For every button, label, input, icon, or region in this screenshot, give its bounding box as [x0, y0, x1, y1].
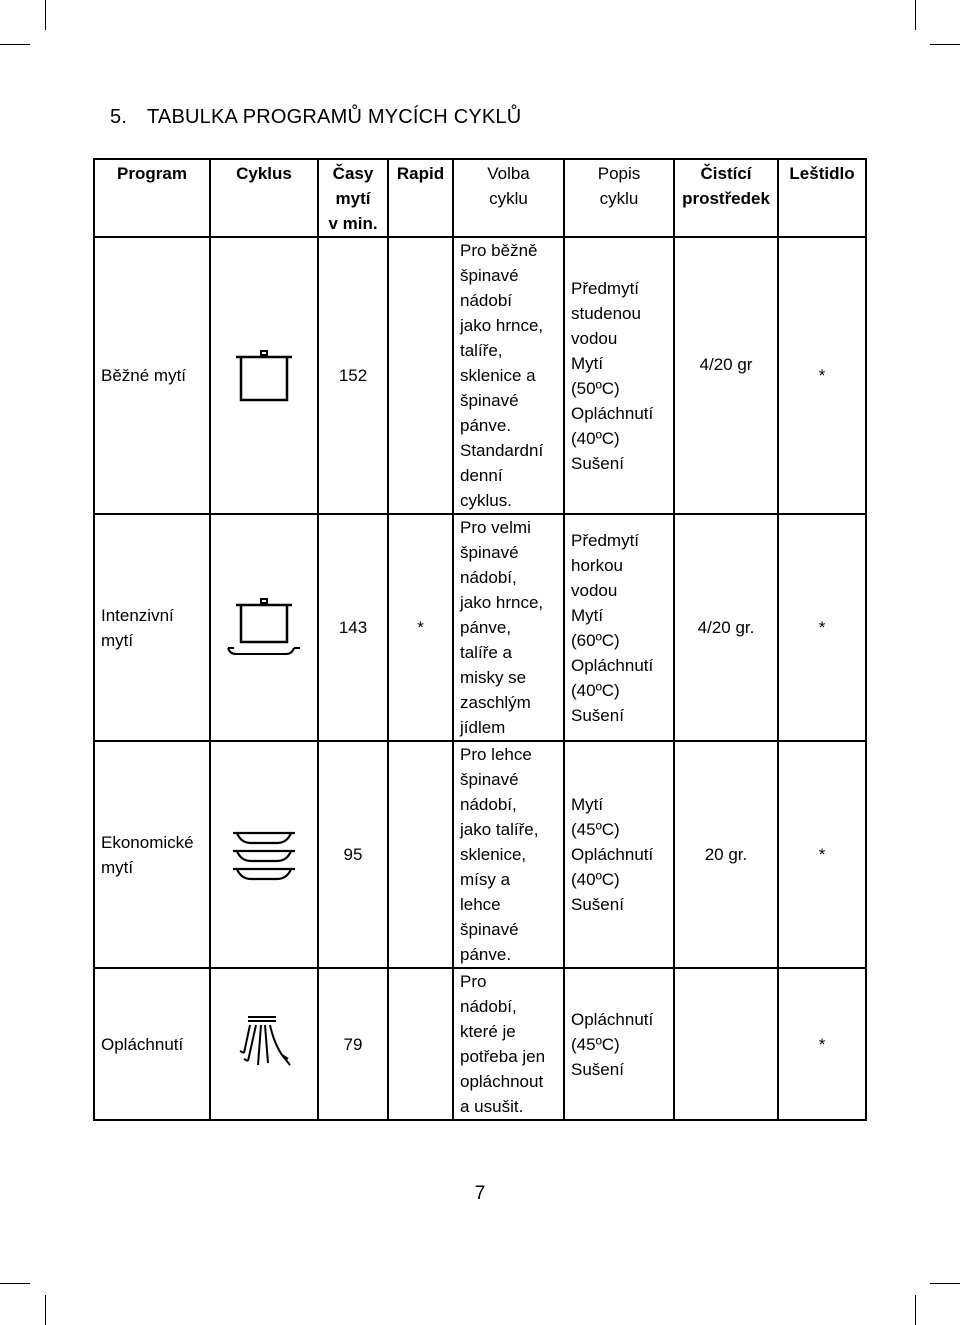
section-number: 5.	[110, 106, 128, 128]
header-rapid: Rapid	[388, 159, 453, 237]
rinse-aid-mark: *	[778, 514, 866, 741]
crop-mark	[915, 1295, 916, 1325]
header-casy: Časy mytí v min.	[318, 159, 388, 237]
cycle-icon-cell	[210, 741, 318, 968]
table-row	[94, 237, 866, 514]
crop-mark	[930, 1283, 960, 1284]
table-header-row	[94, 159, 866, 237]
table-row	[94, 514, 866, 741]
cycle-time: 152	[318, 237, 388, 514]
cycle-time: 79	[318, 968, 388, 1120]
crop-mark	[915, 0, 916, 30]
crop-mark	[930, 44, 960, 45]
rapid-mark	[388, 741, 453, 968]
header-lestidlo: Leštidlo	[778, 159, 866, 237]
rapid-mark	[388, 237, 453, 514]
cycle-icon-cell	[210, 968, 318, 1120]
rinse-aid-mark: *	[778, 968, 866, 1120]
crop-mark	[45, 1295, 46, 1325]
program-name: Opláchnutí	[94, 968, 210, 1120]
rapid-mark	[388, 968, 453, 1120]
pot-with-pan-icon	[226, 596, 302, 660]
water-spray-icon	[234, 1013, 294, 1075]
page-number: 7	[474, 1183, 486, 1204]
header-cistici: Čistící prostředek	[674, 159, 778, 237]
cycle-description: Opláchnutí (45ºC) Sušení	[564, 968, 674, 1120]
program-name: Ekonomické mytí	[94, 741, 210, 968]
crop-mark	[0, 44, 30, 45]
header-popis: Popis cyklu	[564, 159, 674, 237]
cycle-description: Mytí (45ºC) Opláchnutí (40ºC) Sušení	[564, 741, 674, 968]
section-title	[110, 106, 521, 129]
section-title-text: TABULKA PROGRAMŮ MYCÍCH CYKLŮ	[147, 106, 522, 128]
cycle-selection: Pro běžně špinavé nádobí jako hrnce, talíře, sklenice a špinavé pánve. Standardní denní cyklus.	[453, 237, 564, 514]
cycle-selection: Pro nádobí, které je potřeba jen opláchnout a usušit.	[453, 968, 564, 1120]
program-name: Běžné mytí	[94, 237, 210, 514]
table-row	[94, 741, 866, 968]
rinse-aid-mark: *	[778, 237, 866, 514]
stacked-plates-icon	[231, 827, 297, 883]
table-row	[94, 968, 866, 1120]
header-program: Program	[94, 159, 210, 237]
crop-mark	[0, 1283, 30, 1284]
cycle-icon-cell	[210, 514, 318, 741]
crop-mark	[45, 0, 46, 30]
program-table	[93, 158, 867, 1121]
cycle-icon-cell	[210, 237, 318, 514]
cycle-selection: Pro lehce špinavé nádobí, jako talíře, sklenice, mísy a lehce špinavé pánve.	[453, 741, 564, 968]
pot-icon	[234, 348, 294, 404]
detergent-amount: 20 gr.	[674, 741, 778, 968]
cycle-selection: Pro velmi špinavé nádobí, jako hrnce, pánve, talíře a misky se zaschlým jídlem	[453, 514, 564, 741]
detergent-amount: 4/20 gr.	[674, 514, 778, 741]
header-cyklus: Cyklus	[210, 159, 318, 237]
rapid-mark: *	[388, 514, 453, 741]
header-volba: Volba cyklu	[453, 159, 564, 237]
detergent-amount	[674, 968, 778, 1120]
cycle-time: 143	[318, 514, 388, 741]
cycle-time: 95	[318, 741, 388, 968]
rinse-aid-mark: *	[778, 741, 866, 968]
cycle-description: Předmytí horkou vodou Mytí (60ºC) Opláchnutí (40ºC) Sušení	[564, 514, 674, 741]
detergent-amount: 4/20 gr	[674, 237, 778, 514]
cycle-description: Předmytí studenou vodou Mytí (50ºC) Opláchnutí (40ºC) Sušení	[564, 237, 674, 514]
program-name: Intenzivní mytí	[94, 514, 210, 741]
